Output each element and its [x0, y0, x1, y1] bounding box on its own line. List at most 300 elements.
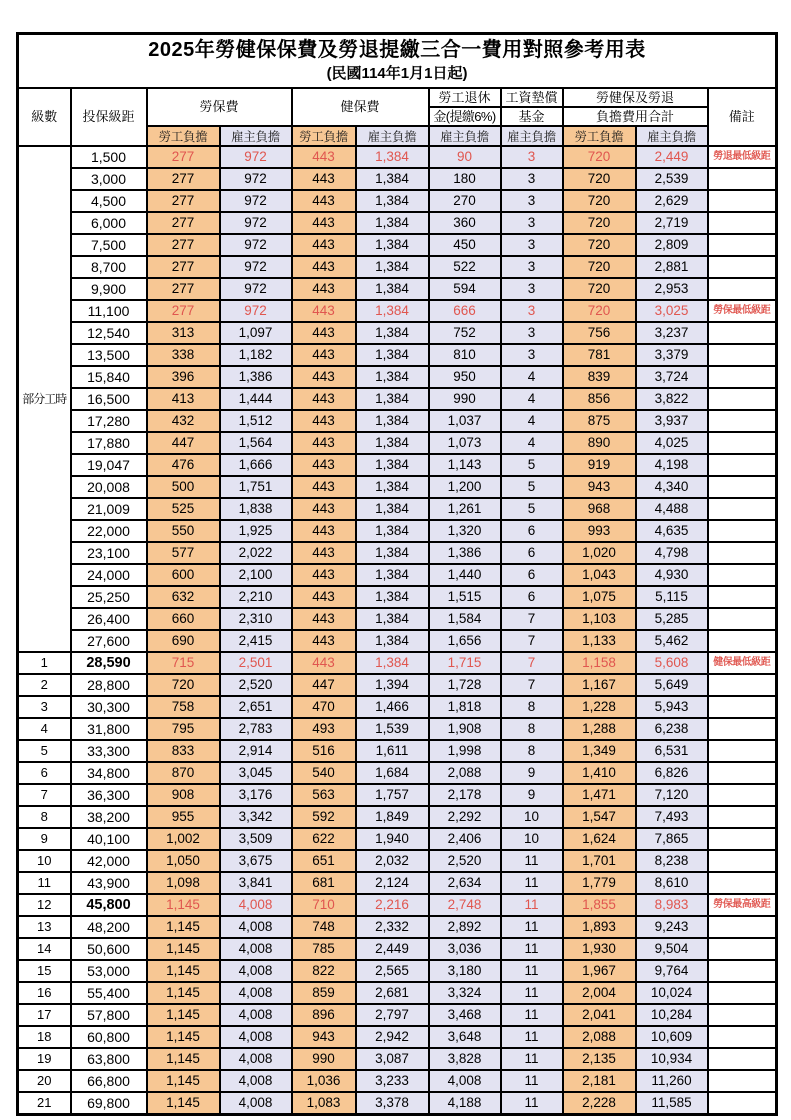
li-employee-cell: 758 — [147, 696, 220, 718]
wage-fund-cell: 8 — [501, 740, 563, 762]
table-row — [18, 454, 777, 476]
li-employee-cell: 432 — [147, 410, 220, 432]
table-body — [18, 146, 777, 1115]
total-employee-cell: 720 — [563, 278, 636, 300]
wage-fund-cell: 8 — [501, 696, 563, 718]
hi-employee-cell: 443 — [292, 432, 356, 454]
hi-employee-cell: 859 — [292, 982, 356, 1004]
remark-cell — [708, 1004, 777, 1026]
total-employee-cell: 1,133 — [563, 630, 636, 652]
level-cell: 15 — [18, 960, 71, 982]
header-row-1 — [18, 88, 777, 107]
table-row — [18, 432, 777, 454]
total-employer-cell: 9,243 — [636, 916, 708, 938]
wage-fund-cell: 3 — [501, 168, 563, 190]
li-employer-cell: 972 — [220, 300, 292, 322]
total-employer-cell: 10,024 — [636, 982, 708, 1004]
total-employee-cell: 1,547 — [563, 806, 636, 828]
table-row — [18, 212, 777, 234]
hi-employee-cell: 443 — [292, 388, 356, 410]
li-employee-cell: 277 — [147, 278, 220, 300]
total-employee-cell: 1,701 — [563, 850, 636, 872]
total-employer-cell: 8,238 — [636, 850, 708, 872]
total-employee-cell: 875 — [563, 410, 636, 432]
wage-fund-cell: 8 — [501, 718, 563, 740]
table-row — [18, 916, 777, 938]
total-employer-cell: 9,504 — [636, 938, 708, 960]
level-cell: 2 — [18, 674, 71, 696]
li-employer-cell: 1,751 — [220, 476, 292, 498]
pension-cell: 3,648 — [429, 1026, 501, 1048]
hi-employee-cell: 443 — [292, 498, 356, 520]
li-employee-cell: 1,145 — [147, 938, 220, 960]
table-row — [18, 564, 777, 586]
bracket-cell: 11,100 — [71, 300, 147, 322]
li-employee-cell: 476 — [147, 454, 220, 476]
bracket-cell: 8,700 — [71, 256, 147, 278]
li-employee-cell: 277 — [147, 300, 220, 322]
remark-cell — [708, 938, 777, 960]
bracket-cell: 50,600 — [71, 938, 147, 960]
table-row — [18, 630, 777, 652]
wage-fund-cell: 11 — [501, 1004, 563, 1026]
bracket-cell: 15,840 — [71, 366, 147, 388]
level-cell: 4 — [18, 718, 71, 740]
hi-employee-cell: 443 — [292, 630, 356, 652]
total-employer-cell: 3,379 — [636, 344, 708, 366]
table-row — [18, 696, 777, 718]
hi-employee-cell: 443 — [292, 234, 356, 256]
pension-cell: 2,292 — [429, 806, 501, 828]
pension-cell: 4,188 — [429, 1092, 501, 1115]
table-row — [18, 982, 777, 1004]
bracket-cell: 17,880 — [71, 432, 147, 454]
hi-employee-cell: 443 — [292, 652, 356, 674]
hi-employer-cell: 2,681 — [356, 982, 429, 1004]
bracket-cell: 60,800 — [71, 1026, 147, 1048]
pension-cell: 1,656 — [429, 630, 501, 652]
hi-employer-cell: 2,332 — [356, 916, 429, 938]
pension-cell: 1,440 — [429, 564, 501, 586]
total-employer-cell: 7,493 — [636, 806, 708, 828]
wage-fund-cell: 11 — [501, 916, 563, 938]
level-cell: 17 — [18, 1004, 71, 1026]
table-row — [18, 388, 777, 410]
table-row — [18, 476, 777, 498]
remark-cell — [708, 498, 777, 520]
li-employee-cell: 277 — [147, 168, 220, 190]
pension-cell: 1,143 — [429, 454, 501, 476]
bracket-cell: 33,300 — [71, 740, 147, 762]
level-cell: 21 — [18, 1092, 71, 1115]
total-employer-cell: 5,285 — [636, 608, 708, 630]
bracket-cell: 24,000 — [71, 564, 147, 586]
total-employee-cell: 839 — [563, 366, 636, 388]
bracket-cell: 16,500 — [71, 388, 147, 410]
pension-cell: 3,036 — [429, 938, 501, 960]
hi-employee-cell: 822 — [292, 960, 356, 982]
li-employee-cell: 277 — [147, 212, 220, 234]
bracket-cell: 20,008 — [71, 476, 147, 498]
bracket-cell: 7,500 — [71, 234, 147, 256]
li-employer-cell: 2,651 — [220, 696, 292, 718]
li-employer-cell: 4,008 — [220, 938, 292, 960]
table-row — [18, 872, 777, 894]
bracket-cell: 55,400 — [71, 982, 147, 1004]
pension-cell: 1,818 — [429, 696, 501, 718]
reference-table-sheet — [16, 32, 778, 1116]
li-employee-cell: 600 — [147, 564, 220, 586]
total-employee-cell: 1,893 — [563, 916, 636, 938]
table-row — [18, 498, 777, 520]
pension-cell: 1,261 — [429, 498, 501, 520]
total-employee-cell: 2,181 — [563, 1070, 636, 1092]
bracket-cell: 21,009 — [71, 498, 147, 520]
li-employee-cell: 1,145 — [147, 960, 220, 982]
table-row — [18, 520, 777, 542]
wage-fund-cell: 11 — [501, 872, 563, 894]
remark-cell — [708, 784, 777, 806]
wage-fund-cell: 5 — [501, 498, 563, 520]
remark-cell — [708, 520, 777, 542]
wage-fund-cell: 3 — [501, 190, 563, 212]
bracket-cell: 69,800 — [71, 1092, 147, 1115]
header-pension-line2: 金(提繳6%) — [429, 107, 501, 126]
header-health-insurance: 健保費 — [292, 88, 429, 126]
table-row — [18, 894, 777, 916]
wage-fund-cell: 11 — [501, 982, 563, 1004]
remark-cell: 勞保最高級距 — [708, 894, 777, 916]
table-row — [18, 190, 777, 212]
title-row — [18, 34, 777, 88]
hi-employer-cell: 1,384 — [356, 476, 429, 498]
table-row — [18, 1048, 777, 1070]
hi-employee-cell: 443 — [292, 300, 356, 322]
table-row — [18, 586, 777, 608]
premium-reference-table — [16, 32, 778, 1116]
remark-cell — [708, 542, 777, 564]
li-employer-cell: 2,501 — [220, 652, 292, 674]
bracket-cell: 12,540 — [71, 322, 147, 344]
hi-employee-cell: 1,036 — [292, 1070, 356, 1092]
li-employer-cell: 3,675 — [220, 850, 292, 872]
li-employee-cell: 413 — [147, 388, 220, 410]
li-employer-cell: 3,176 — [220, 784, 292, 806]
hi-employee-cell: 443 — [292, 322, 356, 344]
hi-employer-cell: 1,384 — [356, 454, 429, 476]
level-cell: 10 — [18, 850, 71, 872]
bracket-cell: 38,200 — [71, 806, 147, 828]
remark-cell: 勞保最低級距 — [708, 300, 777, 322]
total-employee-cell: 1,043 — [563, 564, 636, 586]
remark-cell — [708, 1092, 777, 1115]
hi-employer-cell: 1,384 — [356, 630, 429, 652]
li-employer-cell: 2,914 — [220, 740, 292, 762]
total-employer-cell: 2,809 — [636, 234, 708, 256]
li-employer-cell: 4,008 — [220, 1026, 292, 1048]
pension-cell: 3,828 — [429, 1048, 501, 1070]
hi-employer-cell: 1,384 — [356, 432, 429, 454]
total-employee-cell: 1,158 — [563, 652, 636, 674]
total-employer-cell: 10,609 — [636, 1026, 708, 1048]
li-employer-cell: 972 — [220, 278, 292, 300]
li-employer-cell: 3,045 — [220, 762, 292, 784]
li-employer-cell: 2,100 — [220, 564, 292, 586]
li-employer-cell: 1,838 — [220, 498, 292, 520]
li-employee-cell: 313 — [147, 322, 220, 344]
bracket-cell: 4,500 — [71, 190, 147, 212]
pension-cell: 594 — [429, 278, 501, 300]
table-row — [18, 278, 777, 300]
subheader-total-employee: 勞工負擔 — [563, 126, 636, 146]
hi-employer-cell: 1,384 — [356, 388, 429, 410]
li-employer-cell: 4,008 — [220, 982, 292, 1004]
subheader-total-employer: 雇主負擔 — [636, 126, 708, 146]
hi-employee-cell: 785 — [292, 938, 356, 960]
li-employee-cell: 795 — [147, 718, 220, 740]
wage-fund-cell: 9 — [501, 784, 563, 806]
bracket-cell: 27,600 — [71, 630, 147, 652]
li-employee-cell: 277 — [147, 146, 220, 168]
level-cell: 6 — [18, 762, 71, 784]
hi-employee-cell: 493 — [292, 718, 356, 740]
table-row — [18, 366, 777, 388]
bracket-cell: 26,400 — [71, 608, 147, 630]
hi-employer-cell: 2,449 — [356, 938, 429, 960]
li-employer-cell: 1,564 — [220, 432, 292, 454]
total-employer-cell: 4,635 — [636, 520, 708, 542]
li-employee-cell: 690 — [147, 630, 220, 652]
subheader-pension-employer: 雇主負擔 — [429, 126, 501, 146]
li-employee-cell: 1,145 — [147, 1092, 220, 1115]
table-row — [18, 1004, 777, 1026]
bracket-cell: 30,300 — [71, 696, 147, 718]
hi-employee-cell: 592 — [292, 806, 356, 828]
bracket-cell: 9,900 — [71, 278, 147, 300]
li-employer-cell: 2,310 — [220, 608, 292, 630]
total-employer-cell: 2,539 — [636, 168, 708, 190]
remark-cell — [708, 630, 777, 652]
pension-cell: 3,180 — [429, 960, 501, 982]
total-employee-cell: 919 — [563, 454, 636, 476]
remark-cell — [708, 608, 777, 630]
hi-employer-cell: 1,394 — [356, 674, 429, 696]
li-employee-cell: 525 — [147, 498, 220, 520]
li-employee-cell: 577 — [147, 542, 220, 564]
remark-cell: 健保最低級距 — [708, 652, 777, 674]
bracket-cell: 63,800 — [71, 1048, 147, 1070]
remark-cell — [708, 1026, 777, 1048]
total-employee-cell: 890 — [563, 432, 636, 454]
wage-fund-cell: 10 — [501, 828, 563, 850]
hi-employee-cell: 443 — [292, 278, 356, 300]
level-cell: 14 — [18, 938, 71, 960]
total-employer-cell: 6,531 — [636, 740, 708, 762]
table-row — [18, 1092, 777, 1115]
table-row — [18, 938, 777, 960]
total-employee-cell: 2,228 — [563, 1092, 636, 1115]
total-employee-cell: 720 — [563, 234, 636, 256]
total-employer-cell: 3,025 — [636, 300, 708, 322]
bracket-cell: 6,000 — [71, 212, 147, 234]
hi-employer-cell: 1,539 — [356, 718, 429, 740]
li-employee-cell: 1,145 — [147, 1048, 220, 1070]
total-employer-cell: 2,881 — [636, 256, 708, 278]
total-employee-cell: 1,349 — [563, 740, 636, 762]
level-cell: 1 — [18, 652, 71, 674]
wage-fund-cell: 11 — [501, 1070, 563, 1092]
li-employee-cell: 1,050 — [147, 850, 220, 872]
wage-fund-cell: 3 — [501, 278, 563, 300]
remark-cell — [708, 1048, 777, 1070]
total-employer-cell: 8,610 — [636, 872, 708, 894]
hi-employee-cell: 443 — [292, 212, 356, 234]
header-wage-fund-line1: 工資墊償 — [501, 88, 563, 107]
li-employer-cell: 972 — [220, 146, 292, 168]
hi-employee-cell: 443 — [292, 256, 356, 278]
table-row — [18, 322, 777, 344]
total-employee-cell: 720 — [563, 256, 636, 278]
table-row — [18, 542, 777, 564]
table-row — [18, 410, 777, 432]
total-employee-cell: 856 — [563, 388, 636, 410]
total-employee-cell: 720 — [563, 190, 636, 212]
bracket-cell: 17,280 — [71, 410, 147, 432]
table-row — [18, 608, 777, 630]
hi-employer-cell: 1,384 — [356, 190, 429, 212]
pension-cell: 2,406 — [429, 828, 501, 850]
level-cell: 9 — [18, 828, 71, 850]
hi-employee-cell: 748 — [292, 916, 356, 938]
remark-cell — [708, 410, 777, 432]
table-row — [18, 300, 777, 322]
total-employee-cell: 1,624 — [563, 828, 636, 850]
hi-employer-cell: 1,384 — [356, 564, 429, 586]
hi-employee-cell: 443 — [292, 410, 356, 432]
total-employee-cell: 2,088 — [563, 1026, 636, 1048]
hi-employee-cell: 443 — [292, 476, 356, 498]
li-employee-cell: 720 — [147, 674, 220, 696]
hi-employer-cell: 1,757 — [356, 784, 429, 806]
header-total-line2: 負擔費用合計 — [563, 107, 708, 126]
level-cell: 11 — [18, 872, 71, 894]
li-employer-cell: 1,097 — [220, 322, 292, 344]
li-employer-cell: 1,386 — [220, 366, 292, 388]
table-row — [18, 344, 777, 366]
total-employee-cell: 2,041 — [563, 1004, 636, 1026]
pension-cell: 2,634 — [429, 872, 501, 894]
remark-cell — [708, 454, 777, 476]
li-employer-cell: 2,415 — [220, 630, 292, 652]
hi-employee-cell: 622 — [292, 828, 356, 850]
hi-employer-cell: 1,384 — [356, 520, 429, 542]
table-row — [18, 806, 777, 828]
hi-employer-cell: 1,684 — [356, 762, 429, 784]
hi-employer-cell: 1,611 — [356, 740, 429, 762]
total-employee-cell: 1,855 — [563, 894, 636, 916]
hi-employer-cell: 1,384 — [356, 234, 429, 256]
hi-employee-cell: 470 — [292, 696, 356, 718]
total-employer-cell: 4,198 — [636, 454, 708, 476]
pension-cell: 1,728 — [429, 674, 501, 696]
wage-fund-cell: 11 — [501, 1092, 563, 1115]
hi-employee-cell: 443 — [292, 454, 356, 476]
total-employee-cell: 720 — [563, 212, 636, 234]
total-employer-cell: 11,585 — [636, 1092, 708, 1115]
wage-fund-cell: 11 — [501, 960, 563, 982]
hi-employee-cell: 651 — [292, 850, 356, 872]
table-row — [18, 828, 777, 850]
hi-employer-cell: 1,384 — [356, 586, 429, 608]
wage-fund-cell: 4 — [501, 410, 563, 432]
hi-employee-cell: 443 — [292, 344, 356, 366]
remark-cell — [708, 476, 777, 498]
li-employee-cell: 1,145 — [147, 1004, 220, 1026]
header-total-line1: 勞健保及勞退 — [563, 88, 708, 107]
total-employer-cell: 11,260 — [636, 1070, 708, 1092]
total-employer-cell: 4,488 — [636, 498, 708, 520]
hi-employer-cell: 1,384 — [356, 168, 429, 190]
pension-cell: 1,037 — [429, 410, 501, 432]
wage-fund-cell: 3 — [501, 146, 563, 168]
total-employer-cell: 3,822 — [636, 388, 708, 410]
pension-cell: 2,088 — [429, 762, 501, 784]
pension-cell: 3,468 — [429, 1004, 501, 1026]
pension-cell: 666 — [429, 300, 501, 322]
hi-employer-cell: 1,849 — [356, 806, 429, 828]
total-employer-cell: 5,115 — [636, 586, 708, 608]
bracket-cell: 28,590 — [71, 652, 147, 674]
li-employer-cell: 4,008 — [220, 1048, 292, 1070]
hi-employee-cell: 443 — [292, 168, 356, 190]
li-employer-cell: 972 — [220, 212, 292, 234]
bracket-cell: 23,100 — [71, 542, 147, 564]
subheader-wage-fund-employer: 雇主負擔 — [501, 126, 563, 146]
remark-cell — [708, 234, 777, 256]
hi-employee-cell: 443 — [292, 542, 356, 564]
bracket-cell: 1,500 — [71, 146, 147, 168]
hi-employee-cell: 563 — [292, 784, 356, 806]
bracket-cell: 66,800 — [71, 1070, 147, 1092]
wage-fund-cell: 7 — [501, 674, 563, 696]
li-employer-cell: 4,008 — [220, 1092, 292, 1115]
li-employer-cell: 972 — [220, 168, 292, 190]
hi-employer-cell: 1,940 — [356, 828, 429, 850]
header-level: 級數 — [18, 88, 71, 146]
level-cell: 12 — [18, 894, 71, 916]
wage-fund-cell: 7 — [501, 608, 563, 630]
bracket-cell: 53,000 — [71, 960, 147, 982]
hi-employee-cell: 710 — [292, 894, 356, 916]
level-cell: 13 — [18, 916, 71, 938]
table-row — [18, 718, 777, 740]
li-employer-cell: 2,210 — [220, 586, 292, 608]
bracket-cell: 19,047 — [71, 454, 147, 476]
hi-employer-cell: 1,384 — [356, 498, 429, 520]
total-employer-cell: 9,764 — [636, 960, 708, 982]
total-employee-cell: 968 — [563, 498, 636, 520]
pension-cell: 2,520 — [429, 850, 501, 872]
level-cell: 7 — [18, 784, 71, 806]
li-employee-cell: 1,002 — [147, 828, 220, 850]
hi-employer-cell: 2,565 — [356, 960, 429, 982]
remark-cell — [708, 960, 777, 982]
page-title: 2025年勞健保保費及勞退提繳三合一費用對照參考用表 — [148, 38, 646, 61]
pension-cell: 1,515 — [429, 586, 501, 608]
hi-employee-cell: 516 — [292, 740, 356, 762]
hi-employee-cell: 540 — [292, 762, 356, 784]
li-employer-cell: 4,008 — [220, 1070, 292, 1092]
